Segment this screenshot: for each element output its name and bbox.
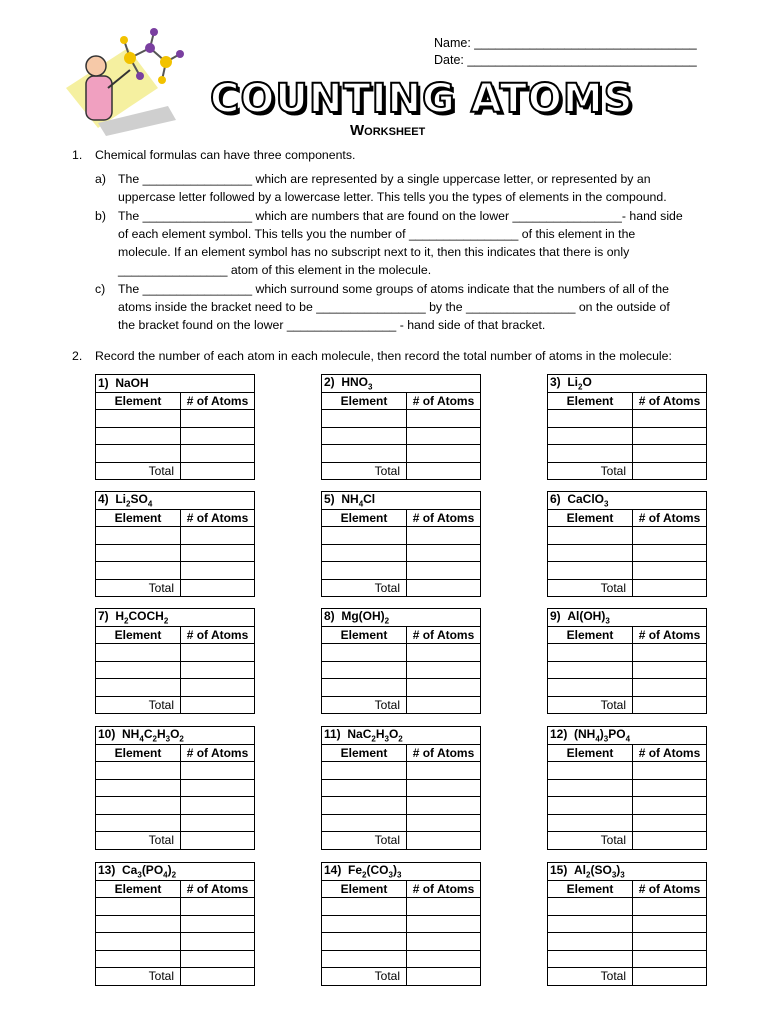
element-answer-cell[interactable]: [322, 410, 407, 428]
atoms-answer-cell[interactable]: [633, 814, 707, 832]
table-header-element: Element: [548, 392, 633, 410]
formula-subscript: 4: [358, 499, 364, 509]
total-answer-cell[interactable]: [633, 579, 707, 597]
element-answer-cell[interactable]: [96, 679, 181, 697]
atoms-answer-cell[interactable]: [633, 797, 707, 815]
total-label: Total: [96, 462, 181, 480]
molecule-table-9: [547, 608, 707, 714]
formula-part: Cl: [363, 492, 376, 507]
molecule-table-5: [321, 491, 481, 597]
molecule-title: [96, 727, 255, 745]
formula-part: Al: [574, 863, 587, 878]
molecule-table-2: [321, 374, 481, 480]
atoms-answer-cell[interactable]: [407, 679, 481, 697]
atoms-answer-cell[interactable]: [633, 445, 707, 463]
table-header-atoms: # of Atoms: [407, 744, 481, 762]
table-header-atoms: # of Atoms: [407, 509, 481, 527]
table-header-atoms: # of Atoms: [181, 392, 255, 410]
q1-a-label: a): [95, 172, 106, 186]
table-header-element: Element: [96, 509, 181, 527]
element-answer-cell[interactable]: [96, 814, 181, 832]
atoms-answer-cell[interactable]: [407, 427, 481, 445]
atoms-answer-cell[interactable]: [633, 661, 707, 679]
total-label: Total: [322, 696, 407, 714]
atoms-answer-cell[interactable]: [181, 562, 255, 580]
formula-subscript: 2: [152, 734, 157, 744]
formula-part: (NH: [574, 727, 596, 742]
element-answer-cell[interactable]: [548, 661, 633, 679]
element-answer-cell[interactable]: [548, 527, 633, 545]
atoms-answer-cell[interactable]: [407, 661, 481, 679]
q1-a-line2: uppercase letter followed by a lowercase letter. This tells you the types of elements in the compound.: [118, 190, 667, 204]
element-answer-cell[interactable]: [548, 950, 633, 968]
atoms-answer-cell[interactable]: [633, 679, 707, 697]
molecule-title: [322, 727, 481, 745]
formula-part: (SO: [590, 863, 612, 878]
total-label: Total: [322, 968, 407, 986]
formula-part: HNO: [341, 375, 369, 390]
atoms-answer-cell[interactable]: [407, 898, 481, 916]
total-answer-cell[interactable]: [407, 579, 481, 597]
atoms-answer-cell[interactable]: [407, 779, 481, 797]
total-answer-cell[interactable]: [407, 462, 481, 480]
formula-part: Al(OH): [567, 609, 606, 624]
atoms-answer-cell[interactable]: [407, 527, 481, 545]
molecule-table-10: [95, 726, 255, 850]
element-answer-cell[interactable]: [322, 797, 407, 815]
formula-part: SO: [130, 492, 148, 507]
formula-subscript: 2: [398, 734, 403, 744]
formula-subscript: 4: [139, 734, 144, 744]
total-label: Total: [548, 832, 633, 850]
element-answer-cell[interactable]: [96, 661, 181, 679]
element-answer-cell[interactable]: [96, 898, 181, 916]
total-label: Total: [322, 462, 407, 480]
molecule-title: [322, 863, 481, 881]
formula-subscript: 2: [171, 870, 177, 880]
formula-part: Li: [115, 492, 127, 507]
element-answer-cell[interactable]: [96, 933, 181, 951]
formula-part: O: [582, 375, 592, 390]
formula-subscript: 3: [604, 499, 609, 509]
formula-subscript: 4: [147, 499, 153, 509]
formula-part: C: [143, 727, 153, 742]
table-header-atoms: # of Atoms: [407, 392, 481, 410]
molecule-title: [548, 375, 707, 393]
atoms-answer-cell[interactable]: [633, 779, 707, 797]
element-answer-cell[interactable]: [96, 779, 181, 797]
formula-subscript: 3: [396, 870, 402, 880]
atoms-answer-cell[interactable]: [181, 814, 255, 832]
element-answer-cell[interactable]: [96, 410, 181, 428]
atoms-answer-cell[interactable]: [407, 410, 481, 428]
molecule-table-11: [321, 726, 481, 850]
element-answer-cell[interactable]: [548, 933, 633, 951]
element-answer-cell[interactable]: [548, 562, 633, 580]
formula-subscript: 3: [368, 382, 373, 392]
total-label: Total: [548, 968, 633, 986]
table-header-atoms: # of Atoms: [407, 626, 481, 644]
formula-subscript: 4: [595, 734, 600, 744]
atoms-answer-cell[interactable]: [407, 445, 481, 463]
formula-subscript: 2: [371, 734, 376, 744]
formula-part: ): [167, 863, 172, 878]
molecule-table-13: [95, 862, 255, 986]
molecule-title: [96, 609, 255, 627]
formula-part: (PO: [141, 863, 164, 878]
molecule-table-4: [95, 491, 255, 597]
formula-subscript: 3: [603, 734, 609, 744]
element-answer-cell[interactable]: [96, 915, 181, 933]
element-answer-cell[interactable]: [96, 562, 181, 580]
formula-subscript: 3: [137, 870, 142, 880]
atoms-answer-cell[interactable]: [181, 950, 255, 968]
table-header-element: Element: [96, 392, 181, 410]
total-answer-cell[interactable]: [633, 462, 707, 480]
atoms-answer-cell[interactable]: [407, 814, 481, 832]
atoms-answer-cell[interactable]: [181, 797, 255, 815]
table-header-element: Element: [322, 509, 407, 527]
table-header-element: Element: [322, 626, 407, 644]
total-label: Total: [96, 832, 181, 850]
molecule-number: 12): [550, 727, 568, 742]
atoms-answer-cell[interactable]: [407, 950, 481, 968]
molecule-title: [96, 492, 255, 510]
formula-part: O: [170, 727, 180, 742]
element-answer-cell[interactable]: [96, 950, 181, 968]
q1-number: 1.: [72, 148, 83, 162]
formula-subscript: 2: [384, 616, 390, 626]
element-answer-cell[interactable]: [322, 814, 407, 832]
element-answer-cell[interactable]: [548, 814, 633, 832]
total-label: Total: [548, 696, 633, 714]
element-answer-cell[interactable]: [322, 527, 407, 545]
date-field[interactable]: Date: _________________________________: [434, 53, 697, 67]
q1-a-line1: The ________________ which are represented by a single uppercase letter, or represented by an: [118, 172, 651, 186]
molecule-table-3: [547, 374, 707, 480]
element-answer-cell[interactable]: [322, 679, 407, 697]
element-answer-cell[interactable]: [548, 679, 633, 697]
element-answer-cell[interactable]: [548, 445, 633, 463]
formula-subscript: 3: [620, 870, 625, 880]
total-answer-cell[interactable]: [633, 968, 707, 986]
table-header-atoms: # of Atoms: [181, 626, 255, 644]
q1-b-line4: ________________ atom of this element in the molecule.: [118, 263, 432, 277]
atoms-answer-cell[interactable]: [633, 915, 707, 933]
total-answer-cell[interactable]: [407, 832, 481, 850]
molecule-number: 5): [324, 492, 335, 507]
formula-part: H: [115, 609, 125, 624]
element-answer-cell[interactable]: [96, 762, 181, 780]
molecule-number: 14): [324, 863, 342, 878]
atoms-answer-cell[interactable]: [407, 933, 481, 951]
atoms-answer-cell[interactable]: [407, 762, 481, 780]
element-answer-cell[interactable]: [96, 544, 181, 562]
element-answer-cell[interactable]: [548, 898, 633, 916]
table-header-element: Element: [548, 626, 633, 644]
element-answer-cell[interactable]: [548, 544, 633, 562]
molecule-table-6: [547, 491, 707, 597]
formula-part: COCH: [128, 609, 164, 624]
table-header-atoms: # of Atoms: [633, 626, 707, 644]
table-header-element: Element: [548, 509, 633, 527]
atoms-answer-cell[interactable]: [633, 527, 707, 545]
total-answer-cell[interactable]: [633, 696, 707, 714]
formula-part: NaC: [347, 727, 372, 742]
molecule-number: 13): [98, 863, 116, 878]
element-answer-cell[interactable]: [548, 410, 633, 428]
atoms-answer-cell[interactable]: [181, 427, 255, 445]
total-answer-cell[interactable]: [181, 968, 255, 986]
total-label: Total: [548, 579, 633, 597]
q1-b-line3: molecule. If an element symbol has no subscript next to it, then this indicates that there is only: [118, 245, 630, 259]
formula-part: NH: [122, 727, 140, 742]
molecule-title: [322, 492, 481, 510]
table-header-atoms: # of Atoms: [633, 744, 707, 762]
table-header-atoms: # of Atoms: [633, 509, 707, 527]
table-header-element: Element: [548, 880, 633, 898]
formula-subscript: 4: [163, 870, 168, 880]
formula-part: ): [392, 863, 397, 878]
element-answer-cell[interactable]: [322, 898, 407, 916]
total-label: Total: [96, 579, 181, 597]
element-answer-cell[interactable]: [322, 950, 407, 968]
molecule-number: 8): [324, 609, 335, 624]
table-header-element: Element: [96, 880, 181, 898]
formula-subscript: 2: [163, 616, 169, 626]
element-answer-cell[interactable]: [96, 797, 181, 815]
element-answer-cell[interactable]: [322, 661, 407, 679]
atoms-answer-cell[interactable]: [633, 410, 707, 428]
atoms-answer-cell[interactable]: [181, 779, 255, 797]
formula-part: Ca: [122, 863, 138, 878]
formula-subscript: 3: [384, 734, 389, 744]
molecule-title: [548, 863, 707, 881]
element-answer-cell[interactable]: [96, 527, 181, 545]
atoms-answer-cell[interactable]: [181, 445, 255, 463]
total-answer-cell[interactable]: [633, 832, 707, 850]
q1-text: Chemical formulas can have three components.: [95, 148, 356, 162]
element-answer-cell[interactable]: [548, 644, 633, 662]
molecule-table-8: [321, 608, 481, 714]
formula-part: ): [599, 727, 604, 742]
molecule-table-12: [547, 726, 707, 850]
atoms-answer-cell[interactable]: [181, 933, 255, 951]
molecule-title: [548, 492, 707, 510]
total-answer-cell[interactable]: [181, 696, 255, 714]
table-header-atoms: # of Atoms: [181, 509, 255, 527]
q1-c-line1: The ________________ which surround some groups of atoms indicate that the numbers of all of the: [118, 282, 669, 296]
element-answer-cell[interactable]: [322, 933, 407, 951]
atoms-answer-cell[interactable]: [633, 427, 707, 445]
element-answer-cell[interactable]: [548, 915, 633, 933]
molecule-table-7: [95, 608, 255, 714]
page-subtitle: Worksheet: [350, 122, 426, 139]
q2-number: 2.: [72, 349, 83, 363]
total-answer-cell[interactable]: [407, 696, 481, 714]
molecule-title: [96, 863, 255, 881]
atoms-answer-cell[interactable]: [407, 644, 481, 662]
total-label: Total: [96, 696, 181, 714]
total-label: Total: [322, 832, 407, 850]
total-label: Total: [548, 462, 633, 480]
formula-subscript: 3: [388, 870, 393, 880]
molecule-title: [322, 375, 481, 393]
atoms-answer-cell[interactable]: [181, 527, 255, 545]
total-answer-cell[interactable]: [181, 579, 255, 597]
atoms-answer-cell[interactable]: [181, 898, 255, 916]
formula-subscript: 3: [605, 616, 610, 626]
formula-subscript: 2: [362, 870, 367, 880]
molecule-table-14: [321, 862, 481, 986]
table-header-atoms: # of Atoms: [181, 880, 255, 898]
formula-part: NaOH: [115, 376, 149, 391]
element-answer-cell[interactable]: [96, 644, 181, 662]
molecule-title: [96, 375, 255, 393]
element-answer-cell[interactable]: [322, 762, 407, 780]
atoms-answer-cell[interactable]: [633, 544, 707, 562]
molecule-number: 6): [550, 492, 561, 507]
formula-subscript: 2: [124, 616, 129, 626]
formula-part: Fe: [348, 863, 363, 878]
atoms-answer-cell[interactable]: [407, 915, 481, 933]
page-title: COUNTING ATOMS: [210, 76, 634, 122]
atoms-answer-cell[interactable]: [181, 915, 255, 933]
formula-part: (CO: [366, 863, 389, 878]
molecule-number: 15): [550, 863, 568, 878]
formula-subscript: 3: [165, 734, 171, 744]
atoms-answer-cell[interactable]: [181, 762, 255, 780]
atoms-answer-cell[interactable]: [181, 410, 255, 428]
formula-subscript: 3: [611, 870, 617, 880]
element-answer-cell[interactable]: [322, 779, 407, 797]
molecule-table-1: [95, 374, 255, 480]
molecule-number: 7): [98, 609, 109, 624]
table-header-element: Element: [322, 392, 407, 410]
element-answer-cell[interactable]: [548, 762, 633, 780]
table-header-atoms: # of Atoms: [181, 744, 255, 762]
atoms-answer-cell[interactable]: [407, 544, 481, 562]
formula-subscript: 4: [625, 734, 631, 744]
molecule-title: [548, 609, 707, 627]
atoms-answer-cell[interactable]: [633, 933, 707, 951]
atoms-answer-cell[interactable]: [633, 950, 707, 968]
name-field[interactable]: Name: ________________________________: [434, 36, 697, 50]
atoms-answer-cell[interactable]: [633, 898, 707, 916]
total-label: Total: [322, 579, 407, 597]
formula-subscript: 2: [586, 870, 591, 880]
molecule-title: [322, 609, 481, 627]
formula-subscript: 2: [126, 499, 131, 509]
element-answer-cell[interactable]: [96, 427, 181, 445]
formula-part: PO: [608, 727, 626, 742]
q2-text: Record the number of each atom in each molecule, then record the total number of atoms in the molecule:: [95, 349, 672, 363]
atoms-answer-cell[interactable]: [181, 661, 255, 679]
formula-part: Li: [567, 375, 579, 390]
formula-part: CaClO: [567, 492, 605, 507]
table-header-element: Element: [96, 626, 181, 644]
element-answer-cell[interactable]: [322, 427, 407, 445]
molecule-number: 4): [98, 492, 109, 507]
molecule-number: 9): [550, 609, 561, 624]
table-header-atoms: # of Atoms: [633, 392, 707, 410]
element-answer-cell[interactable]: [322, 562, 407, 580]
q1-c-line2: atoms inside the bracket need to be ________________ by the ________________ on the outside of: [118, 300, 670, 314]
molecule-number: 11): [324, 727, 341, 742]
atoms-answer-cell[interactable]: [633, 762, 707, 780]
element-answer-cell[interactable]: [322, 644, 407, 662]
scientist-molecule-clipart: [58, 28, 188, 138]
total-answer-cell[interactable]: [407, 968, 481, 986]
table-header-element: Element: [96, 744, 181, 762]
atoms-answer-cell[interactable]: [633, 644, 707, 662]
table-header-element: Element: [548, 744, 633, 762]
element-answer-cell[interactable]: [322, 445, 407, 463]
molecule-number: 2): [324, 375, 335, 390]
formula-part: NH: [341, 492, 359, 507]
element-answer-cell[interactable]: [322, 544, 407, 562]
atoms-answer-cell[interactable]: [633, 562, 707, 580]
q1-c-line3: the bracket found on the lower ________________ - hand side of that bracket.: [118, 318, 546, 332]
element-answer-cell[interactable]: [548, 427, 633, 445]
formula-part: O: [388, 727, 399, 742]
molecule-number: 3): [550, 375, 561, 390]
q1-b-line2: of each element symbol. This tells you the number of ________________ of this element in the: [118, 227, 636, 241]
formula-part: ): [616, 863, 621, 878]
molecule-table-15: [547, 862, 707, 986]
total-answer-cell[interactable]: [181, 832, 255, 850]
q1-b-label: b): [95, 209, 106, 223]
atoms-answer-cell[interactable]: [407, 797, 481, 815]
formula-part: H: [375, 727, 385, 742]
element-answer-cell[interactable]: [548, 797, 633, 815]
table-header-atoms: # of Atoms: [633, 880, 707, 898]
atoms-answer-cell[interactable]: [181, 544, 255, 562]
total-label: Total: [96, 968, 181, 986]
q1-c-label: c): [95, 282, 106, 296]
atoms-answer-cell[interactable]: [181, 644, 255, 662]
table-header-atoms: # of Atoms: [407, 880, 481, 898]
formula-part: H: [156, 727, 166, 742]
formula-part: Mg(OH): [341, 609, 385, 624]
molecule-title: [548, 727, 707, 745]
element-answer-cell[interactable]: [548, 779, 633, 797]
element-answer-cell[interactable]: [322, 915, 407, 933]
total-answer-cell[interactable]: [181, 462, 255, 480]
molecule-number: 10): [98, 727, 116, 742]
atoms-answer-cell[interactable]: [407, 562, 481, 580]
formula-subscript: 2: [179, 734, 184, 744]
element-answer-cell[interactable]: [96, 445, 181, 463]
q1-b-line1: The ________________ which are numbers that are found on the lower ________________- hand side: [118, 209, 683, 223]
table-header-element: Element: [322, 880, 407, 898]
table-header-element: Element: [322, 744, 407, 762]
molecule-number: 1): [98, 376, 109, 391]
atoms-answer-cell[interactable]: [181, 679, 255, 697]
formula-subscript: 2: [578, 382, 583, 392]
